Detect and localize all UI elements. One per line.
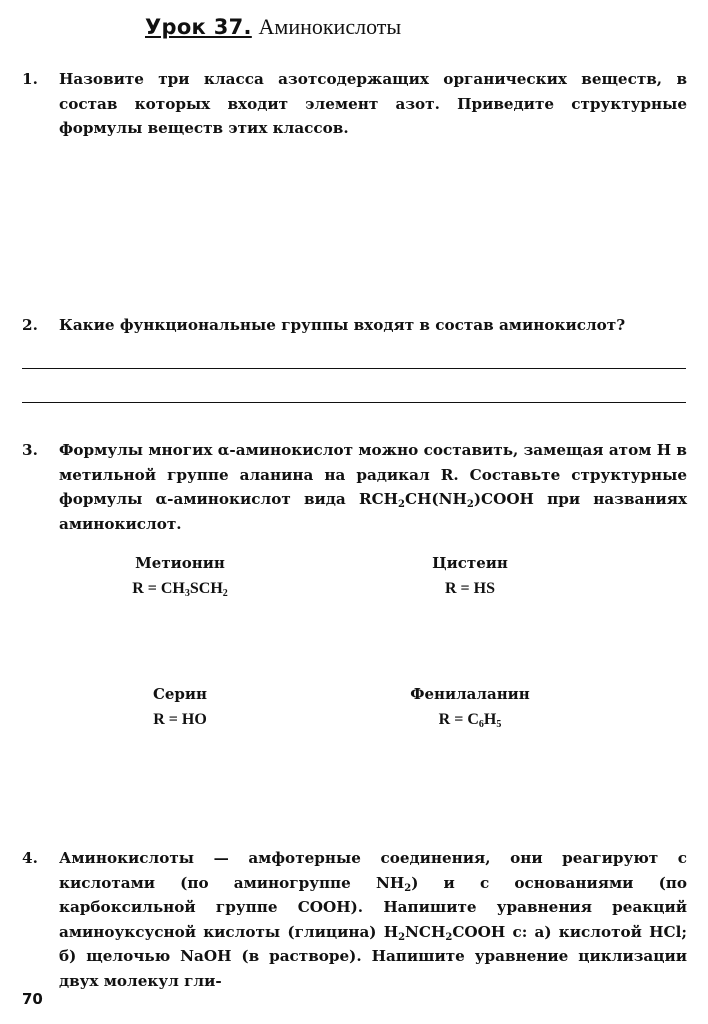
amino-acid-cysteine: [400, 550, 540, 602]
page-number: 70: [22, 990, 43, 1008]
amino-acid-phenylalanine: [390, 681, 550, 733]
question-text: Назовите три класса азотсодержащих органических веществ, в состав которых входит элемент азот. Приведите структурные формулы веществ этих классов.: [59, 70, 687, 137]
answer-line[interactable]: [22, 402, 686, 403]
lesson-number: Урок 37.: [145, 15, 252, 39]
amino-acid-serine: [110, 681, 250, 733]
question-2: [22, 313, 687, 338]
question-4: [22, 846, 687, 993]
radical-formula: $R = C_6H_5$: [438, 711, 502, 730]
radical-formula: R = HO: [153, 711, 207, 728]
amino-acid-name: Метионин: [135, 554, 225, 572]
question-text: Аминокислоты — амфотерные соединения, они реагируют с кислотами (по аминогруппе $NH_2$) и с основаниями (по карбоксильной группе COOH). Напишите уравнения реакций аминоуксусной кислоты (глицина) $H_2NCH_2COOH$ с: а) кислотой HCl; б) щелочью NaOH (в растворе). Напишите уравнение циклизации двух молекул гли-: [59, 849, 687, 990]
lesson-topic: Аминокислоты: [258, 14, 402, 39]
answer-line[interactable]: [22, 368, 686, 369]
page-title: [145, 14, 401, 40]
amino-acid-methionine: [110, 550, 250, 602]
radical-formula: $R = CH_3SCH_2$: [132, 580, 228, 599]
question-number: 3.: [22, 441, 38, 459]
question-3: [22, 438, 687, 536]
question-number: 4.: [22, 849, 38, 867]
question-1: [22, 67, 687, 141]
question-text: Какие функциональные группы входят в состав аминокислот?: [59, 316, 626, 334]
amino-acid-name: Фенилаланин: [410, 685, 530, 703]
radical-formula: R = HS: [444, 580, 495, 597]
question-text: Формулы многих α-аминокислот можно составить, замещая атом H в метильной группе аланина на радикал R. Составьте структурные формулы α-аминокислот вида $RCH_2CH(NH_2)COOH$ при названиях аминокислот.: [59, 441, 687, 533]
amino-acid-name: Серин: [152, 685, 208, 703]
question-number: 1.: [22, 70, 38, 88]
amino-acid-name: Цистеин: [432, 554, 508, 572]
question-number: 2.: [22, 316, 38, 334]
